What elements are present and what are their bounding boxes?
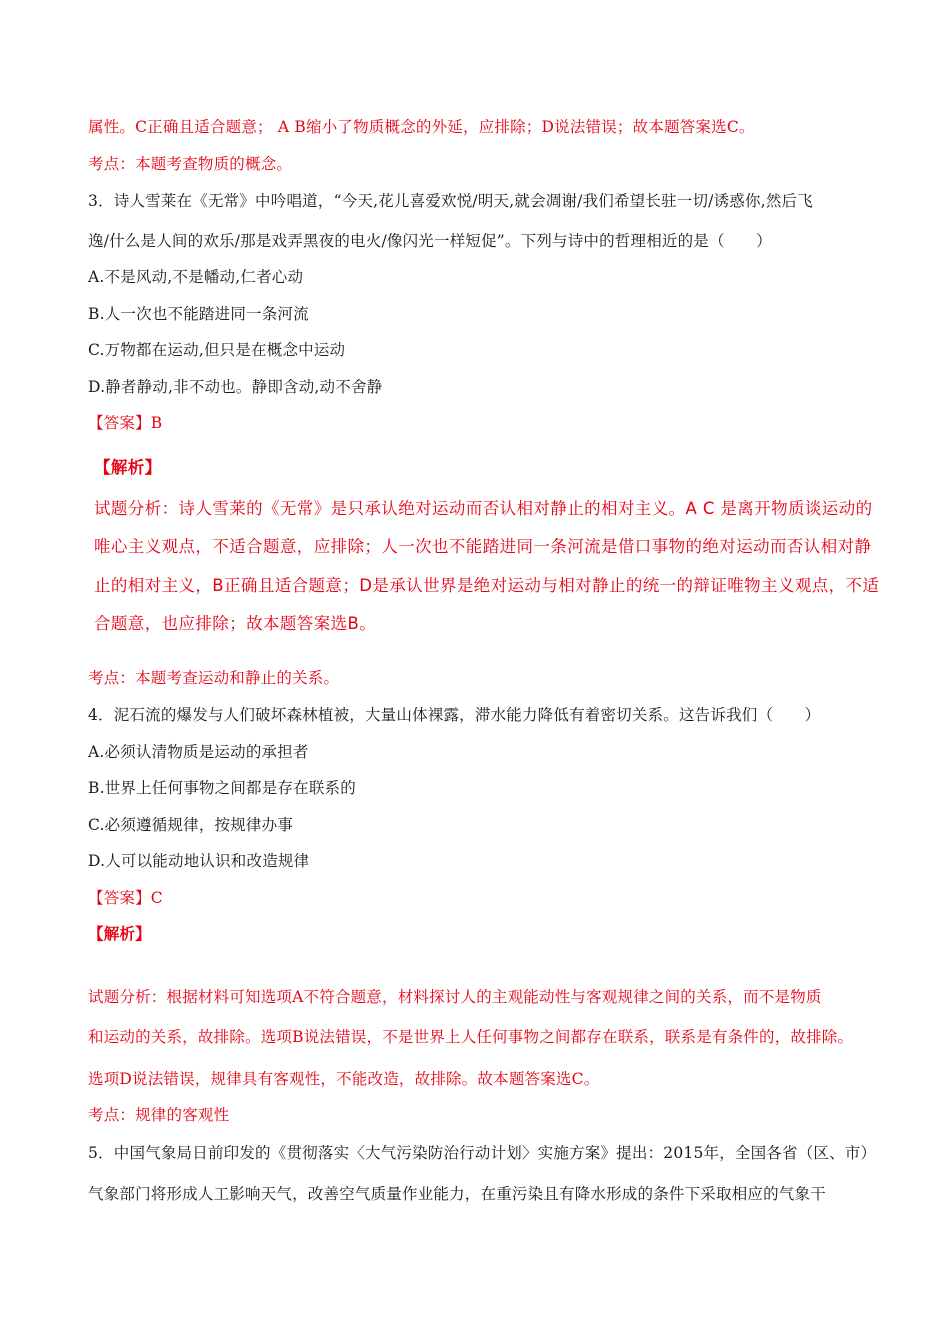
q4-option-b: B.世界上任何事物之间都是存在联系的 [88,779,356,797]
q3-kaodian: 考点：本题考查运动和静止的关系。 [88,669,340,687]
prev-kaodian: 考点：本题考查物质的概念。 [88,155,293,173]
q4-option-a: A.必须认清物质是运动的承担者 [88,743,309,761]
q3-analysis-line2: 唯心主义观点，不适合题意，应排除；人一次也不能踏进同一条河流是借口事物的绝对运动而否认相对静 [94,537,872,556]
q5-stem-line2: 气象部门将形成人工影响天气，改善空气质量作业能力，在重污染且有降水形成的条件下采取相应的气象干 [88,1185,826,1203]
q4-stem: 4．泥石流的爆发与人们破坏森林植被，大量山体裸露，滞水能力降低有着密切关系。这告诉我们（ ） [88,706,821,724]
q4-option-d: D.人可以能动地认识和改造规律 [88,852,310,870]
q3-analysis-heading: 【解析】 [94,458,162,477]
q3-option-a: A.不是风动,不是幡动,仁者心动 [88,268,304,286]
prev-analysis-tail: 属性。C正确且适合题意； A B缩小了物质概念的外延，应排除；D说法错误；故本题答案选C。 [88,118,755,136]
q3-answer: 【答案】B [88,414,163,432]
q4-option-c: C.必须遵循规律，按规律办事 [88,816,294,834]
q3-analysis-line4: 合题意，也应排除；故本题答案选B。 [94,614,377,633]
q5-stem-line1: 5．中国气象局日前印发的《贯彻落实〈大气污染防治行动计划〉实施方案》提出：2015年，全国各省（区、市） [88,1144,877,1162]
q3-option-d: D.静者静动,非不动也。静即含动,动不舍静 [88,378,383,396]
q3-option-c: C.万物都在运动,但只是在概念中运动 [88,341,346,359]
q3-option-b: B.人一次也不能踏进同一条河流 [88,305,309,323]
q3-stem-line1: 3．诗人雪莱在《无常》中吟唱道，“今天,花儿喜爱欢悦/明天,就会凋谢/我们希望长驻一切/诱惑你,然后飞 [88,192,813,210]
q4-analysis-line2: 和运动的关系，故排除。选项B说法错误，不是世界上人任何事物之间都存在联系，联系是有条件的，故排除。 [88,1028,854,1046]
q3-analysis-line1: 试题分析：诗人雪莱的《无常》是只承认绝对运动而否认相对静止的相对主义。A C 是离开物质谈运动的 [94,499,873,518]
q4-analysis-heading: 【解析】 [88,924,151,943]
q4-analysis-line3: 选项D说法错误，规律具有客观性，不能改造，故排除。故本题答案选C。 [88,1070,600,1088]
q4-analysis-line1: 试题分析：根据材料可知选项A不符合题意，材料探讨人的主观能动性与客观规律之间的关系，而不是物质 [88,988,822,1006]
q3-analysis-line3: 止的相对主义，B正确且适合题意；D是承认世界是绝对运动与相对静止的统一的辩证唯物主义观点，不适 [94,576,880,595]
q3-stem-line2: 逸/什么是人间的欢乐/那是戏弄黑夜的电火/像闪光一样短促”。下列与诗中的哲理相近的是（ ） [88,232,772,250]
q4-answer: 【答案】C [88,889,163,907]
q4-kaodian: 考点：规律的客观性 [88,1106,230,1124]
